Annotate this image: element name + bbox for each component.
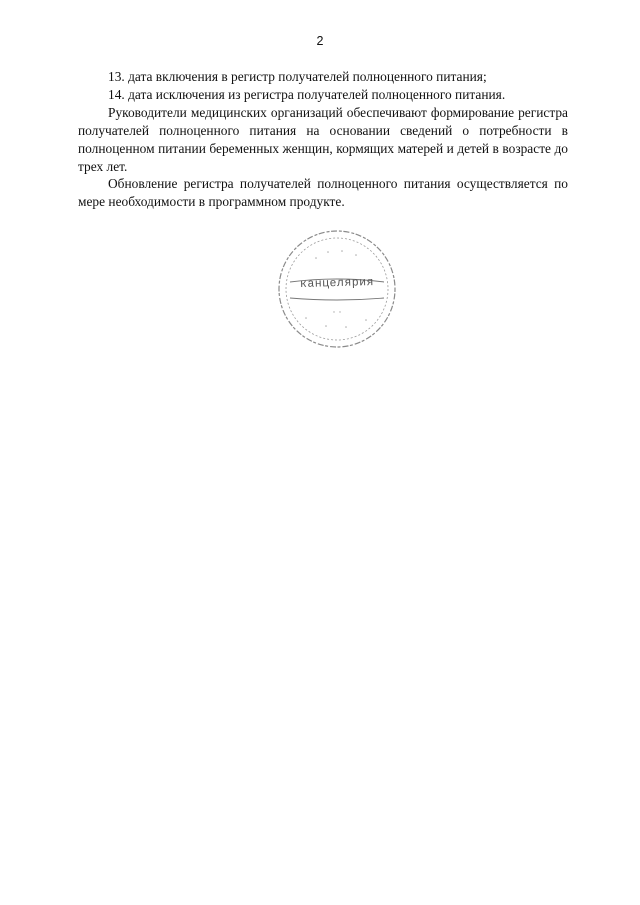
office-stamp [276,228,398,350]
paragraph-registry-formation: Руководители медицинских организаций обеспечивают формирование регистра получателей полноценного питания на основании сведений о потребности в полноценном питании беременных женщин, кормящих матерей и детей в возрасте до трех лет. [78,104,568,174]
paragraph-registry-update: Обновление регистра получателей полноценного питания осуществляется по мере необходимости в программном продукте. [78,176,568,210]
document-body [78,68,568,211]
list-item-14: 14. дата исключения из регистра получателей полноценного питания. [108,86,506,102]
stamp-text: канцелярия [299,276,375,291]
list-item-13: 13. дата включения в регистр получателей полноценного питания; [108,69,487,84]
page-number: 2 [316,34,324,48]
